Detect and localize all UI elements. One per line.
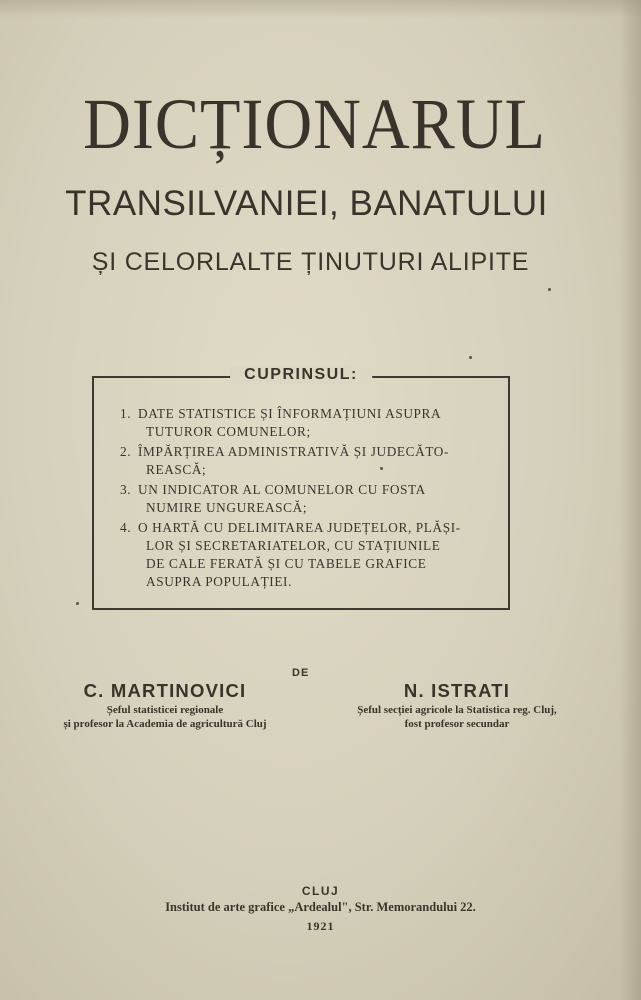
contents-item-text-continued: DE CALE FERATĂ ȘI CU TABELE GRAFICE — [146, 556, 427, 571]
by-label: DE — [292, 667, 310, 679]
book-title: DICȚIONARUL — [83, 84, 546, 164]
author-block — [40, 679, 290, 731]
paper-speck — [469, 356, 472, 359]
book-subtitle-line-1: TRANSILVANIEI, BANATULUI — [65, 184, 548, 223]
contents-item-text: UN INDICATOR AL COMUNELOR CU FOSTA — [138, 482, 426, 497]
contents-box — [92, 366, 510, 610]
contents-item-text: DATE STATISTICE ȘI ÎNFORMAȚIUNI ASUPRA — [138, 406, 442, 421]
imprint-year: 1921 — [306, 919, 335, 933]
contents-item — [120, 519, 495, 591]
book-subtitle-line-2: ȘI CELORLALTE ȚINUTURI ALIPITE — [91, 248, 530, 276]
contents-item-text: ÎMPĂRȚIREA ADMINISTRATIVĂ ȘI JUDECĂTO- — [138, 444, 450, 459]
author-name: C. MARTINOVICI — [83, 680, 247, 701]
contents-item — [120, 443, 495, 479]
paper-speck — [548, 288, 551, 291]
contents-item-number: 2. — [120, 444, 132, 459]
imprint-city: CLUJ — [301, 884, 340, 898]
paper-speck — [380, 467, 383, 470]
contents-item-text-continued: REASCĂ; — [146, 462, 207, 477]
paper-speck — [76, 602, 79, 605]
author-description: Șeful statisticei regionale — [106, 704, 224, 716]
contents-item-number: 4. — [120, 520, 132, 535]
contents-list — [120, 405, 495, 593]
contents-item-text-continued: NUMIRE UNGUREASCĂ; — [146, 500, 308, 515]
author-description: fost profesor secundar — [404, 718, 510, 730]
contents-item-text: O HARTĂ CU DELIMITAREA JUDEȚELOR, PLĂȘI- — [138, 520, 461, 535]
imprint-printer: Institut de arte grafice „Ardealul", Str. Memorandului 22. — [165, 900, 476, 914]
author-name: N. ISTRATI — [403, 680, 511, 701]
contents-item-number: 1. — [120, 406, 132, 421]
contents-item-text-continued: ASUPRA POPULAȚIEI. — [146, 574, 293, 589]
author-description: și profesor la Academia de agricultură Cluj — [63, 718, 267, 730]
contents-heading: CUPRINSUL: — [230, 366, 372, 384]
page-edge-shadow-top — [0, 0, 641, 18]
author-block — [318, 679, 596, 731]
contents-item-text-continued: TUTUROR COMUNELOR; — [146, 424, 311, 439]
contents-item — [120, 405, 495, 441]
author-description: Șeful secției agricole la Statistica reg. Cluj, — [357, 704, 557, 716]
contents-item — [120, 481, 495, 517]
contents-item-number: 3. — [120, 482, 132, 497]
contents-item-text-continued: LOR ȘI SECRETARIATELOR, CU STAȚIUNILE — [146, 538, 441, 553]
page-edge-shadow-right — [619, 0, 641, 1000]
